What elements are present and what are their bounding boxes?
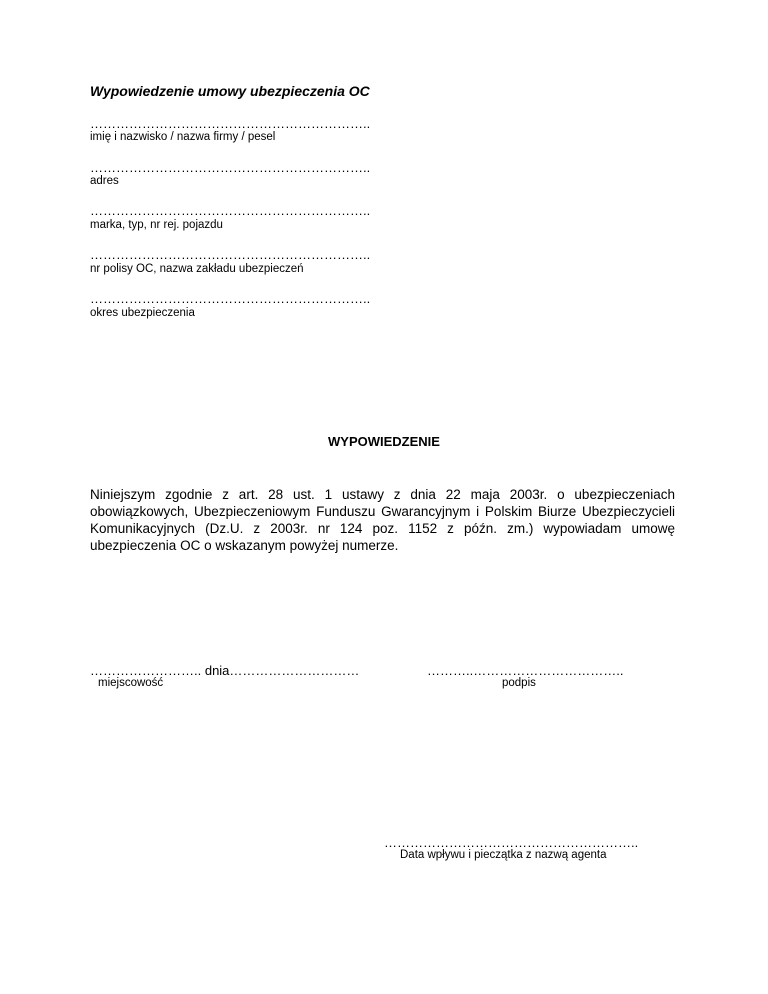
signature-line: ………..…………………………….. bbox=[427, 663, 624, 678]
agent-line: ………………………………………………….. bbox=[384, 835, 639, 850]
body-paragraph: Niniejszym zgodnie z art. 28 ust. 1 ustawy z dnia 22 maja 2003r. o ubezpieczeniach obowiązkowych, Ubezpieczeniowym Funduszu Gwarancyjnym i Polskim Biurze Ubezpieczycieli Komunikacyjnych (Dz.U. z 2003r. nr 124 poz. 1152 z późn. zm.) wypowiadam umowę ubezpieczenia OC o wskazanym powyżej numerze. bbox=[90, 487, 675, 553]
signature-label: podpis bbox=[502, 677, 536, 689]
agent-label: Data wpływu i pieczątka z nazwą agenta bbox=[400, 849, 607, 861]
place-label: miejscowość bbox=[98, 677, 164, 689]
name-field-line: ……………………………………………………….. bbox=[90, 116, 371, 131]
place-date-line: …………………….. dnia………………………… bbox=[90, 663, 360, 678]
section-heading: WYPOWIEDZENIE bbox=[328, 434, 440, 449]
address-field-label: adres bbox=[90, 175, 119, 187]
address-field-line: ……………………………………………………….. bbox=[90, 160, 371, 175]
document-title: Wypowiedzenie umowy ubezpieczenia OC bbox=[90, 83, 370, 99]
policy-field-line: ……………………………………………………….. bbox=[90, 247, 371, 262]
period-field-line: ……………………………………………………….. bbox=[90, 291, 371, 306]
period-field-label: okres ubezpieczenia bbox=[90, 307, 195, 319]
vehicle-field-line: ……………………………………………………….. bbox=[90, 203, 371, 218]
policy-field-label: nr polisy OC, nazwa zakładu ubezpieczeń bbox=[90, 263, 304, 275]
name-field-label: imię i nazwisko / nazwa firmy / pesel bbox=[90, 131, 276, 143]
vehicle-field-label: marka, typ, nr rej. pojazdu bbox=[90, 219, 223, 231]
